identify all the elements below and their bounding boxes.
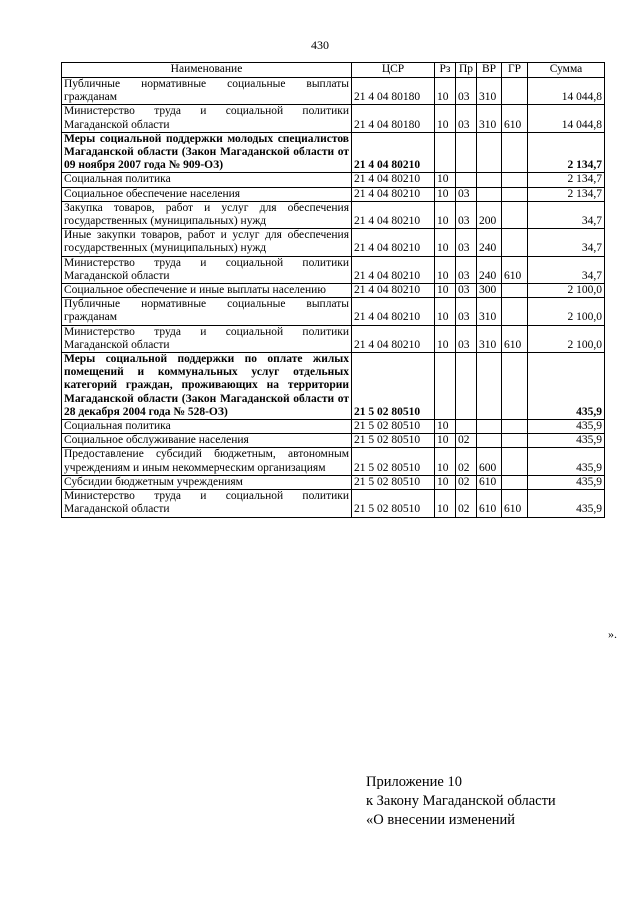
cell-sum: 435,9 (528, 448, 605, 475)
table-row (62, 475, 605, 489)
cell-name: Социальное обеспечение населения (62, 187, 352, 201)
cell-rz: 10 (435, 173, 456, 187)
cell-sum: 34,7 (528, 256, 605, 283)
cell-pr (456, 353, 477, 420)
cell-gr (502, 173, 528, 187)
cell-csr: 21 4 04 80210 (352, 229, 435, 256)
cell-vr (477, 173, 502, 187)
cell-sum: 435,9 (528, 353, 605, 420)
cell-pr: 03 (456, 78, 477, 105)
cell-gr (502, 298, 528, 325)
cell-csr: 21 4 04 80210 (352, 173, 435, 187)
cell-rz: 10 (435, 78, 456, 105)
cell-pr: 02 (456, 448, 477, 475)
cell-gr (502, 448, 528, 475)
cell-sum: 2 134,7 (528, 173, 605, 187)
table-row (62, 229, 605, 256)
table-row (62, 420, 605, 434)
cell-csr: 21 5 02 80510 (352, 448, 435, 475)
cell-rz (435, 132, 456, 173)
appendix-line-3: «О внесении изменений (366, 812, 516, 828)
cell-name: Министерство труда и социальной политики Магаданской области (62, 490, 352, 517)
cell-pr: 03 (456, 201, 477, 228)
cell-pr: 02 (456, 475, 477, 489)
table-row (62, 284, 605, 298)
cell-sum: 2 100,0 (528, 325, 605, 352)
table-row (62, 325, 605, 352)
cell-sum: 34,7 (528, 201, 605, 228)
cell-gr (502, 229, 528, 256)
cell-vr (477, 353, 502, 420)
table-row (62, 187, 605, 201)
cell-pr (456, 420, 477, 434)
cell-csr: 21 5 02 80510 (352, 475, 435, 489)
cell-csr: 21 4 04 80180 (352, 78, 435, 105)
table-row (62, 132, 605, 173)
header-name: Наименование (62, 63, 352, 78)
cell-csr: 21 4 04 80210 (352, 132, 435, 173)
cell-rz: 10 (435, 490, 456, 517)
table-row (62, 105, 605, 132)
cell-sum: 435,9 (528, 434, 605, 448)
cell-name: Министерство труда и социальной политики Магаданской области (62, 105, 352, 132)
cell-name: Меры социальной поддержки по оплате жилых помещений и коммунальных услуг отдельных категорий граждан, проживающих на территории Магаданской области (Закон Магаданской области от 28 декабря 2004 года № 528-ОЗ) (62, 353, 352, 420)
cell-rz (435, 353, 456, 420)
cell-name: Социальная политика (62, 173, 352, 187)
cell-rz: 10 (435, 201, 456, 228)
cell-vr: 240 (477, 229, 502, 256)
cell-vr (477, 187, 502, 201)
table-row (62, 78, 605, 105)
cell-rz: 10 (435, 434, 456, 448)
cell-gr (502, 284, 528, 298)
cell-name: Министерство труда и социальной политики Магаданской области (62, 256, 352, 283)
header-sum: Сумма (528, 63, 605, 78)
cell-csr: 21 5 02 80510 (352, 434, 435, 448)
cell-gr (502, 132, 528, 173)
cell-pr: 02 (456, 434, 477, 448)
cell-name: Социальное обеспечение и иные выплаты населению (62, 284, 352, 298)
cell-gr (502, 187, 528, 201)
header-pr: Пр (456, 63, 477, 78)
cell-gr (502, 475, 528, 489)
cell-sum: 2 134,7 (528, 132, 605, 173)
cell-sum: 435,9 (528, 420, 605, 434)
cell-name: Социальное обслуживание населения (62, 434, 352, 448)
cell-rz: 10 (435, 229, 456, 256)
cell-csr: 21 5 02 80510 (352, 353, 435, 420)
table-row (62, 353, 605, 420)
cell-pr: 02 (456, 490, 477, 517)
cell-gr: 610 (502, 490, 528, 517)
cell-sum: 34,7 (528, 229, 605, 256)
cell-vr: 300 (477, 284, 502, 298)
cell-csr: 21 4 04 80180 (352, 105, 435, 132)
cell-pr (456, 173, 477, 187)
cell-csr: 21 4 04 80210 (352, 298, 435, 325)
cell-rz: 10 (435, 105, 456, 132)
cell-pr: 03 (456, 284, 477, 298)
cell-csr: 21 4 04 80210 (352, 284, 435, 298)
header-csr: ЦСР (352, 63, 435, 78)
cell-name: Субсидии бюджетным учреждениям (62, 475, 352, 489)
cell-rz: 10 (435, 448, 456, 475)
cell-sum: 2 100,0 (528, 298, 605, 325)
page-number: 430 (311, 38, 329, 52)
appendix-line-1: Приложение 10 (366, 774, 462, 790)
cell-sum: 14 044,8 (528, 78, 605, 105)
table-row (62, 201, 605, 228)
cell-vr: 240 (477, 256, 502, 283)
header-vr: ВР (477, 63, 502, 78)
cell-vr (477, 420, 502, 434)
cell-vr: 310 (477, 78, 502, 105)
table-row (62, 490, 605, 517)
cell-pr: 03 (456, 229, 477, 256)
cell-csr: 21 4 04 80210 (352, 187, 435, 201)
cell-csr: 21 4 04 80210 (352, 201, 435, 228)
cell-rz: 10 (435, 325, 456, 352)
cell-sum: 2 134,7 (528, 187, 605, 201)
cell-vr (477, 434, 502, 448)
cell-csr: 21 5 02 80510 (352, 490, 435, 517)
cell-vr: 610 (477, 475, 502, 489)
table-row (62, 448, 605, 475)
cell-pr (456, 132, 477, 173)
cell-name: Публичные нормативные социальные выплаты гражданам (62, 78, 352, 105)
cell-rz: 10 (435, 256, 456, 283)
cell-rz: 10 (435, 187, 456, 201)
cell-gr: 610 (502, 325, 528, 352)
appendix-line-2: к Закону Магаданской области (366, 793, 556, 809)
cell-vr: 310 (477, 105, 502, 132)
cell-gr (502, 434, 528, 448)
cell-gr (502, 78, 528, 105)
cell-csr: 21 4 04 80210 (352, 256, 435, 283)
table-row (62, 434, 605, 448)
cell-rz: 10 (435, 420, 456, 434)
cell-name: Социальная политика (62, 420, 352, 434)
table-body (62, 78, 605, 518)
cell-name: Предоставление субсидий бюджетным, автономным учреждениям и иным некоммерческим организациям (62, 448, 352, 475)
closing-quote-mark: ». (608, 627, 617, 641)
cell-name: Меры социальной поддержки молодых специалистов Магаданской области (Закон Магаданской области от 09 ноября 2007 года № 909-ОЗ) (62, 132, 352, 173)
cell-pr: 03 (456, 325, 477, 352)
cell-pr: 03 (456, 187, 477, 201)
cell-csr: 21 5 02 80510 (352, 420, 435, 434)
cell-vr: 310 (477, 325, 502, 352)
header-rz: Рз (435, 63, 456, 78)
cell-gr (502, 353, 528, 420)
table-row (62, 173, 605, 187)
cell-rz: 10 (435, 298, 456, 325)
cell-sum: 14 044,8 (528, 105, 605, 132)
cell-gr (502, 201, 528, 228)
cell-pr: 03 (456, 298, 477, 325)
cell-name: Публичные нормативные социальные выплаты гражданам (62, 298, 352, 325)
cell-name: Иные закупки товаров, работ и услуг для обеспечения государственных (муниципальных) нужд (62, 229, 352, 256)
cell-pr: 03 (456, 256, 477, 283)
cell-vr: 600 (477, 448, 502, 475)
cell-rz: 10 (435, 475, 456, 489)
cell-vr: 610 (477, 490, 502, 517)
appendix-heading (366, 773, 556, 830)
cell-name: Закупка товаров, работ и услуг для обеспечения государственных (муниципальных) нужд (62, 201, 352, 228)
table-row (62, 298, 605, 325)
budget-table (61, 62, 605, 518)
cell-gr: 610 (502, 256, 528, 283)
cell-rz: 10 (435, 284, 456, 298)
cell-gr (502, 420, 528, 434)
cell-gr: 610 (502, 105, 528, 132)
cell-vr: 200 (477, 201, 502, 228)
cell-pr: 03 (456, 105, 477, 132)
cell-vr (477, 132, 502, 173)
cell-sum: 435,9 (528, 490, 605, 517)
header-gr: ГР (502, 63, 528, 78)
cell-name: Министерство труда и социальной политики Магаданской области (62, 325, 352, 352)
cell-sum: 2 100,0 (528, 284, 605, 298)
cell-csr: 21 4 04 80210 (352, 325, 435, 352)
cell-vr: 310 (477, 298, 502, 325)
table-header-row (62, 63, 605, 78)
table-row (62, 256, 605, 283)
cell-sum: 435,9 (528, 475, 605, 489)
